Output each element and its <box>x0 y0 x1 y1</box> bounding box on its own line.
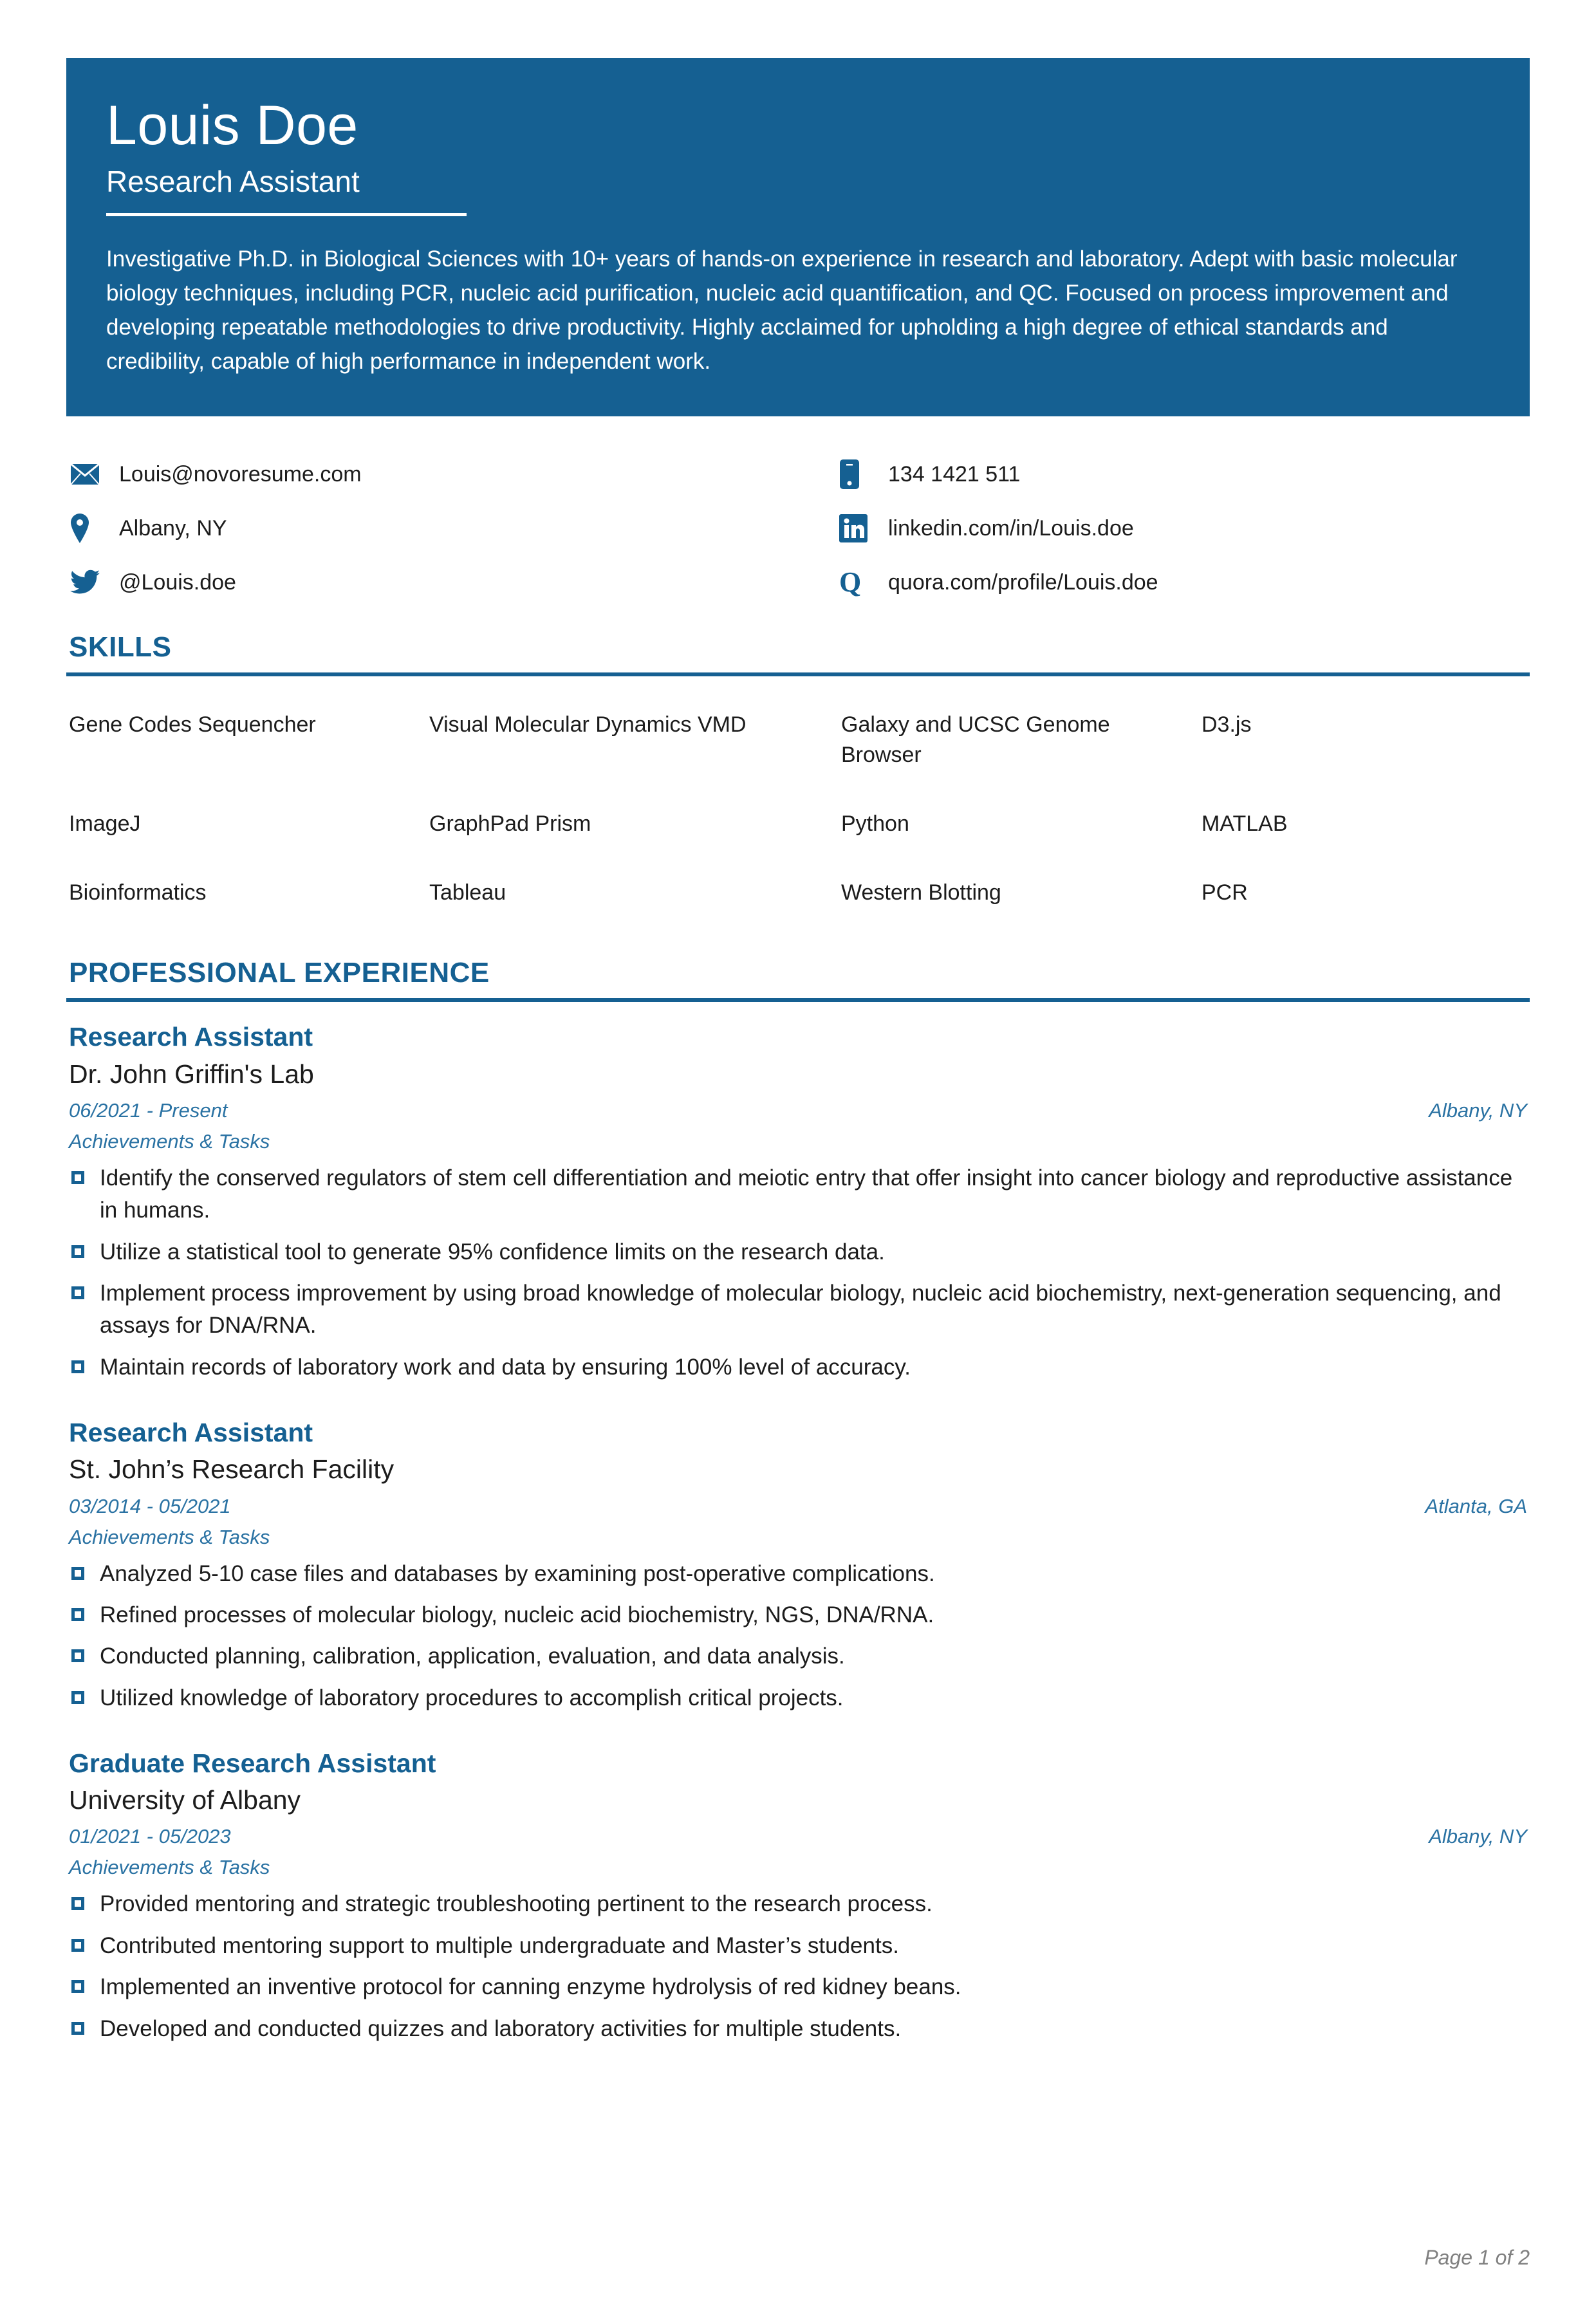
square-bullet-icon <box>71 1286 84 1299</box>
email-icon <box>70 458 104 491</box>
bullet-item <box>69 1599 1530 1631</box>
contact-item-quora[interactable] <box>839 555 1483 609</box>
experience-section <box>66 957 1530 2045</box>
twitter-icon <box>70 566 104 599</box>
bullet-item <box>69 1351 1530 1384</box>
square-bullet-icon <box>71 1567 84 1580</box>
contact-phone-text: 134 1421 511 <box>888 461 1021 486</box>
skill-item: MATLAB <box>1202 811 1288 837</box>
skill-item: Western Blotting <box>841 880 1001 905</box>
skill-item: GraphPad Prism <box>429 811 591 837</box>
candidate-name: Louis Doe <box>106 95 358 156</box>
bullet-text: Conducted planning, calibration, application, evaluation, and data analysis. <box>100 1644 845 1669</box>
skill-item: ImageJ <box>69 811 141 837</box>
bullet-text: Utilize a statistical tool to generate 95% confidence limits on the research data. <box>100 1239 885 1265</box>
resume-header <box>66 58 1530 416</box>
location-pin-icon <box>70 512 104 545</box>
experience-meta <box>69 1825 1530 1848</box>
experience-entry <box>69 1021 1530 1384</box>
bullet-text: Refined processes of molecular biology, nucleic acid biochemistry, NGS, DNA/RNA. <box>100 1602 934 1627</box>
square-bullet-icon <box>71 1649 84 1662</box>
bullet-item <box>69 1930 1530 1962</box>
experience-company: University of Albany <box>69 1785 301 1815</box>
experience-bullets <box>69 1888 1530 2045</box>
experience-role: Graduate Research Assistant <box>69 1748 436 1779</box>
experience-location: Albany, NY <box>1429 1098 1527 1122</box>
skills-section <box>66 631 1530 935</box>
skills-divider <box>66 672 1530 676</box>
experience-company: St. John’s Research Facility <box>69 1454 394 1485</box>
experience-dates: 03/2014 - 05/2021 <box>69 1494 231 1517</box>
experience-heading: PROFESSIONAL EXPERIENCE <box>69 956 490 988</box>
bullet-text: Provided mentoring and strategic troubleshooting pertinent to the research process. <box>100 1891 933 1917</box>
skills-grid <box>66 698 1530 935</box>
bullet-item <box>69 1162 1530 1227</box>
bullet-text: Implemented an inventive protocol for canning enzyme hydrolysis of red kidney beans. <box>100 1974 961 2000</box>
experience-location: Atlanta, GA <box>1425 1494 1527 1517</box>
skill-item: Visual Molecular Dynamics VMD <box>429 712 747 737</box>
square-bullet-icon <box>71 1245 84 1258</box>
experience-dates: 06/2021 - Present <box>69 1098 228 1122</box>
bullet-text: Implement process improvement by using broad knowledge of molecular biology, nucleic acid biochemistry, next-generation sequencing, and assays for DNA/RNA. <box>100 1281 1501 1339</box>
experience-bullets <box>69 1162 1530 1384</box>
bullet-item <box>69 1236 1530 1268</box>
bullet-text: Developed and conducted quizzes and laboratory activities for multiple students. <box>100 2015 902 2041</box>
bullet-item <box>69 2013 1530 2045</box>
square-bullet-icon <box>71 2022 84 2035</box>
experience-subheading: Achievements & Tasks <box>69 1129 270 1153</box>
contact-details <box>66 447 1530 609</box>
skill-item: Galaxy and UCSC Genome Browser <box>841 712 1110 768</box>
bullet-item <box>69 1640 1530 1672</box>
contact-column-left <box>70 447 839 609</box>
experience-subheading: Achievements & Tasks <box>69 1856 270 1879</box>
bullet-text: Identify the conserved regulators of stem cell differentiation and meiotic entry that offer insight into cancer biology and reproductive assistance in humans. <box>100 1165 1513 1223</box>
bullet-item <box>69 1888 1530 1920</box>
contact-linkedin-text: linkedin.com/in/Louis.doe <box>888 515 1134 541</box>
phone-icon <box>839 458 873 491</box>
contact-item-linkedin[interactable] <box>839 501 1483 555</box>
contact-item-email[interactable] <box>70 447 839 501</box>
experience-entry <box>69 1417 1530 1714</box>
bullet-item <box>69 1277 1530 1342</box>
skill-item: Tableau <box>429 880 506 905</box>
experience-divider <box>66 998 1530 1002</box>
contact-column-right <box>839 447 1483 609</box>
contact-twitter-text: @Louis.doe <box>119 570 236 595</box>
square-bullet-icon <box>71 1939 84 1952</box>
skills-heading: SKILLS <box>69 631 172 663</box>
square-bullet-icon <box>71 1608 84 1621</box>
svg-text:Q: Q <box>839 566 862 598</box>
contact-item-location[interactable] <box>70 501 839 555</box>
square-bullet-icon <box>71 1691 84 1704</box>
contact-email-text: Louis@novoresume.com <box>119 461 362 486</box>
experience-dates: 01/2021 - 05/2023 <box>69 1825 231 1848</box>
bullet-text: Contributed mentoring support to multiple undergraduate and Master’s students. <box>100 1932 899 1958</box>
square-bullet-icon <box>71 1980 84 1993</box>
resume-page <box>0 58 1596 2316</box>
skill-item: Bioinformatics <box>69 880 207 905</box>
skill-item: PCR <box>1202 880 1248 905</box>
quora-icon <box>839 566 873 599</box>
square-bullet-icon <box>71 1171 84 1184</box>
experience-bullets <box>69 1558 1530 1715</box>
experience-role: Research Assistant <box>69 1418 313 1448</box>
experience-entry <box>69 1748 1530 2045</box>
professional-summary: Investigative Ph.D. in Biological Sciences with 10+ years of hands-on experience in research and laboratory. Adept with basic molecular biology techniques, including PCR, nucleic acid purification, nucleic acid quantification, and QC. Focused on process improvement and developing repeatable methodologies to drive productivity. Highly acclaimed for upholding a high degree of ethical standards and credibility, capable of high performance in independent work. <box>106 246 1458 375</box>
candidate-job-title: Research Assistant <box>106 165 360 198</box>
experience-role: Research Assistant <box>69 1022 313 1052</box>
page-footer: Page 1 of 2 <box>1424 2246 1530 2269</box>
experience-company: Dr. John Griffin's Lab <box>69 1059 314 1089</box>
contact-quora-text: quora.com/profile/Louis.doe <box>888 570 1158 595</box>
bullet-text: Utilized knowledge of laboratory procedures to accomplish critical projects. <box>100 1685 844 1710</box>
square-bullet-icon <box>71 1897 84 1910</box>
experience-meta <box>69 1099 1530 1122</box>
experience-entries <box>66 1021 1530 2045</box>
linkedin-icon <box>839 512 873 545</box>
contact-item-twitter[interactable] <box>70 555 839 609</box>
bullet-item <box>69 1682 1530 1714</box>
skill-item: Gene Codes Sequencher <box>69 712 316 737</box>
header-divider-rule <box>106 213 467 216</box>
contact-item-phone[interactable] <box>839 447 1483 501</box>
bullet-text: Analyzed 5-10 case files and databases by examining post-operative complications. <box>100 1561 935 1586</box>
experience-meta <box>69 1495 1530 1518</box>
bullet-text: Maintain records of laboratory work and data by ensuring 100% level of accuracy. <box>100 1354 911 1380</box>
square-bullet-icon <box>71 1360 84 1373</box>
skill-item: D3.js <box>1202 712 1252 737</box>
contact-location-text: Albany, NY <box>119 515 227 541</box>
bullet-item <box>69 1971 1530 2003</box>
skill-item: Python <box>841 811 909 837</box>
bullet-item <box>69 1558 1530 1590</box>
experience-location: Albany, NY <box>1429 1825 1527 1848</box>
experience-subheading: Achievements & Tasks <box>69 1525 270 1548</box>
